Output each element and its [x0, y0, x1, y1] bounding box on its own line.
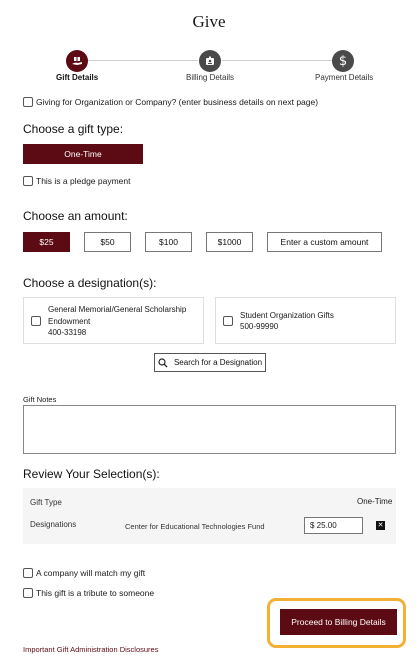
amount-25-button[interactable]: $25	[23, 232, 70, 252]
organization-label: Giving for Organization or Company? (enter business details on next page)	[36, 97, 319, 107]
designation-card[interactable]	[215, 297, 396, 344]
amount-heading: Choose an amount:	[23, 209, 128, 223]
designation-name: General Memorial/General Scholarship	[48, 305, 187, 314]
step-payment-details: Payment Details	[315, 73, 374, 82]
tribute-label: This gift is a tribute to someone	[36, 588, 155, 598]
dollar-icon: $	[332, 50, 354, 72]
one-time-button[interactable]: One-Time	[23, 144, 143, 164]
review-amount-input[interactable]: $ 25.00	[304, 517, 363, 534]
step-connector	[88, 60, 198, 61]
review-heading: Review Your Selection(s):	[23, 467, 160, 481]
gift-hand-icon	[66, 50, 88, 72]
review-gift-type-value: One-Time	[357, 497, 393, 506]
designation-code: 400-33198	[48, 328, 87, 337]
company-match-label: A company will match my gift	[36, 568, 146, 578]
review-designations-label: Designations	[30, 520, 77, 529]
gift-notes-textarea[interactable]	[23, 405, 396, 454]
id-card-icon	[199, 50, 221, 72]
pledge-checkbox[interactable]	[23, 176, 33, 186]
step-gift-details: Gift Details	[56, 73, 99, 82]
tribute-checkbox[interactable]	[23, 588, 33, 598]
organization-checkbox[interactable]	[23, 97, 33, 107]
disclosures-link[interactable]: Important Gift Administration Disclosures	[23, 645, 159, 654]
designation-name-cont: Endowment	[48, 317, 91, 326]
designation-code: 500-99990	[240, 322, 279, 331]
custom-amount-button[interactable]: Enter a custom amount	[267, 232, 382, 252]
review-fund-name: Center for Educational Technologies Fund	[125, 522, 265, 531]
review-gift-type-label: Gift Type	[30, 498, 62, 507]
amount-50-button[interactable]: $50	[84, 232, 131, 252]
search-designation-button[interactable]	[154, 353, 266, 372]
step-billing-details: Billing Details	[186, 73, 235, 82]
designation-name: Student Organization Gifts	[240, 311, 334, 320]
search-designation-label: Search for a Designation	[173, 358, 263, 367]
pledge-label: This is a pledge payment	[36, 176, 131, 186]
amount-100-button[interactable]: $100	[145, 232, 192, 252]
step-connector	[222, 60, 332, 61]
search-icon	[158, 358, 168, 368]
gift-type-heading: Choose a gift type:	[23, 122, 124, 136]
gift-notes-label: Gift Notes	[23, 395, 57, 404]
amount-1000-button[interactable]: $1000	[206, 232, 253, 252]
review-panel	[23, 488, 396, 544]
designation-heading: Choose a designation(s):	[23, 276, 157, 290]
remove-icon[interactable]: ✕	[377, 521, 384, 529]
proceed-billing-button[interactable]: Proceed to Billing Details	[280, 609, 397, 635]
company-match-checkbox[interactable]	[23, 568, 33, 578]
designation-checkbox[interactable]	[223, 316, 233, 326]
designation-checkbox[interactable]	[31, 316, 41, 326]
page-title: Give	[192, 12, 226, 31]
